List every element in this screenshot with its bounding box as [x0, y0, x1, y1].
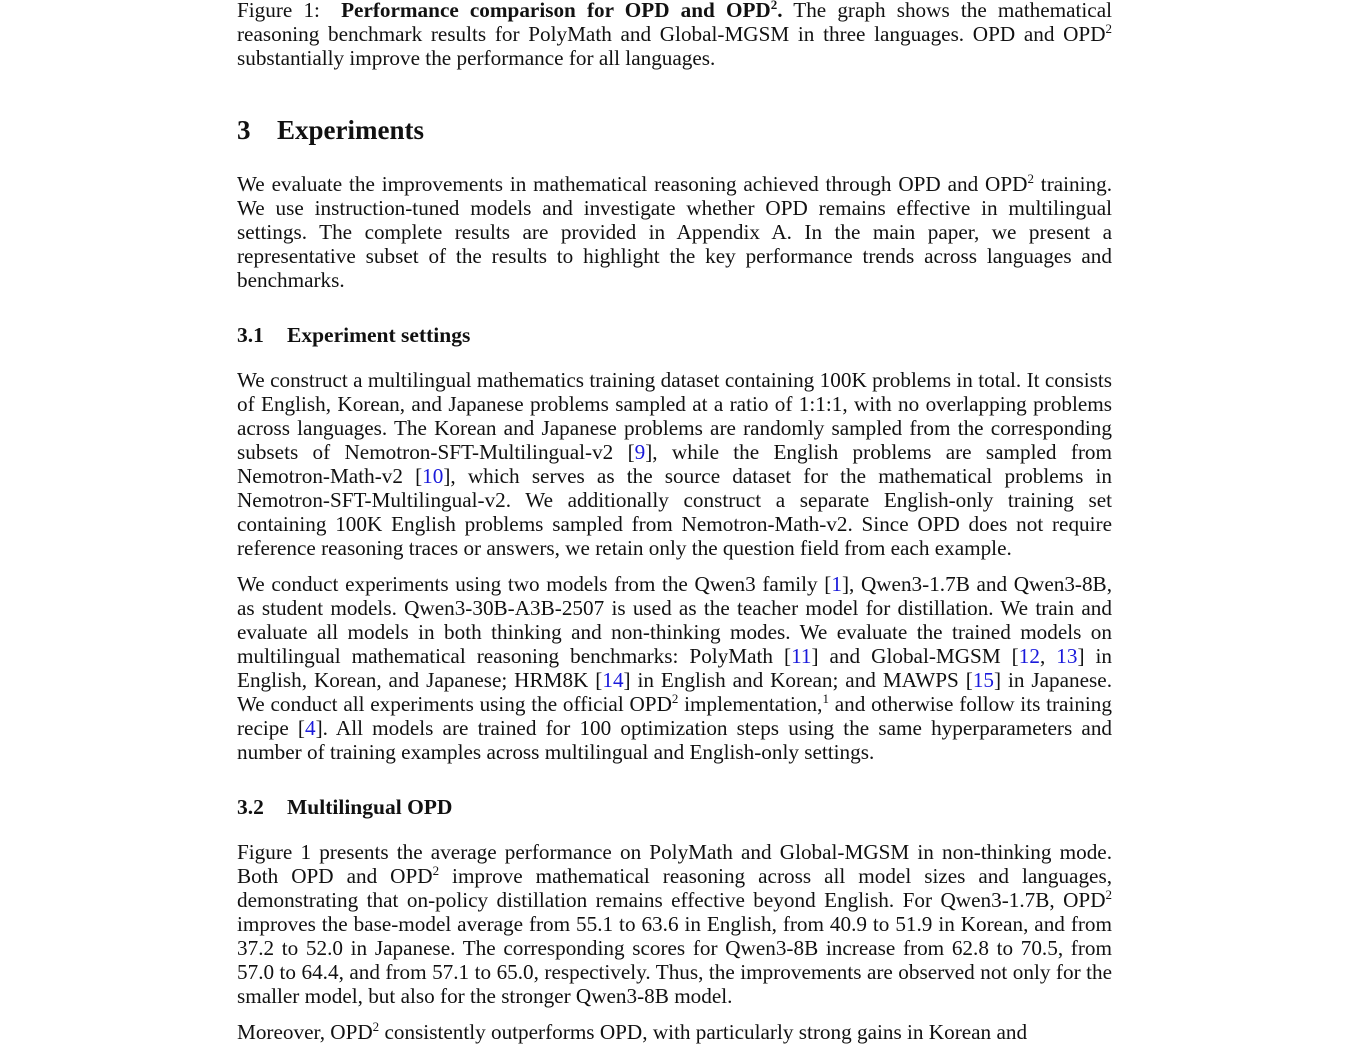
citation-link[interactable]: 12 — [1018, 644, 1040, 668]
citation-link[interactable]: 4 — [304, 716, 316, 740]
subsection-heading-experiment-settings: 3.1 Experiment settings — [237, 323, 471, 347]
citation-link[interactable]: 15 — [972, 668, 994, 692]
citation-link[interactable]: 11 — [791, 644, 812, 668]
citation-link[interactable]: 10 — [422, 464, 444, 488]
section-heading-experiments: 3 Experiments — [237, 115, 424, 145]
citation-link[interactable]: 9 — [634, 440, 646, 464]
results-paragraph: Figure 1 presents the average performance on PolyMath and Global-MGSM in non-thinking mode. Both OPD and OPD$^2$ improve mathematical reasoning across all model sizes and languages, demonstrating that on-policy distillation remains effective beyond English. For Qwen3-1.7B, OPD$^2$ improves the base-model average from 55.1 to 63.6 in English, from 40.9 to 51.9 in Korean, and from 37.2 to 52.0 in Japanese. The corresponding scores for Qwen3-8B increase from 62.8 to 70.5, from 57.0 to 64.4, and from 57.1 to 65.0, respectively. Thus, the improvements are observed not only for the smaller model, but also for the stronger Qwen3-8B model. — [237, 840, 1112, 1008]
figure-title: Performance comparison for OPD and OPD$^2$. — [341, 0, 783, 22]
comparison-paragraph: Moreover, OPD$^2$ consistently outperforms OPD, with particularly strong gains in Korean and — [237, 1019, 1028, 1044]
section-intro-paragraph: We evaluate the improvements in mathematical reasoning achieved through OPD and OPD$^2$ training. We use instruction-tuned models and investigate whether OPD remains effective in multilingual settings. The complete results are provided in Appendix A. In the main paper, we present a representative subset of the results to highlight the key performance trends across languages and benchmarks. — [237, 171, 1112, 292]
footnote-marker[interactable]: 1 — [822, 691, 829, 706]
subsection-heading-multilingual-opd: 3.2 Multilingual OPD — [237, 795, 453, 819]
paper-page — [237, 0, 1112, 1044]
citation-link[interactable]: 1 — [831, 572, 842, 596]
figure-caption: Figure 1: Performance comparison for OPD and OPD$^2$. The graph shows the mathematical reasoning benchmark results for PolyMath and Global-MGSM in three languages. OPD and OPD$^2$ substantially improve the performance for all languages. — [237, 0, 1112, 70]
models-paragraph: We conduct experiments using two models from the Qwen3 family [1], Qwen3-1.7B and Qwen3-8B, as student models. Qwen3-30B-A3B-2507 is used as the teacher model for distillation. We train and evaluate all models in both thinking and non-thinking modes. We evaluate the trained models on multilingual mathematical reasoning benchmarks: PolyMath [11] and Global-MGSM [12, 13] in English, Korean, and Japanese; HRM8K [14] in English and Korean; and MAWPS [15] in Japanese. We conduct all experiments using the official OPD$^2$ implementation,$^1$ and otherwise follow its training recipe [4]. All models are trained for 100 optimization steps using the same hyperparameters and number of training examples across multilingual and English-only settings. — [237, 572, 1113, 764]
citation-link[interactable]: 13 — [1056, 644, 1078, 668]
citation-link[interactable]: 14 — [602, 668, 624, 692]
figure-label: Figure 1: — [237, 0, 320, 22]
dataset-paragraph: We construct a multilingual mathematics training dataset containing 100K problems in total. It consists of English, Korean, and Japanese problems sampled at a ratio of 1:1:1, with no overlapping problems across languages. The Korean and Japanese problems are randomly sampled from the corresponding subsets of Nemotron-SFT-Multilingual-v2 [9], while the English problems are sampled from Nemotron-Math-v2 [10], which serves as the source dataset for the mathematical problems in Nemotron-SFT-Multilingual-v2. We additionally construct a separate English-only training set containing 100K English problems sampled from Nemotron-Math-v2. Since OPD does not require reference reasoning traces or answers, we retain only the question field from each example. — [237, 368, 1113, 560]
